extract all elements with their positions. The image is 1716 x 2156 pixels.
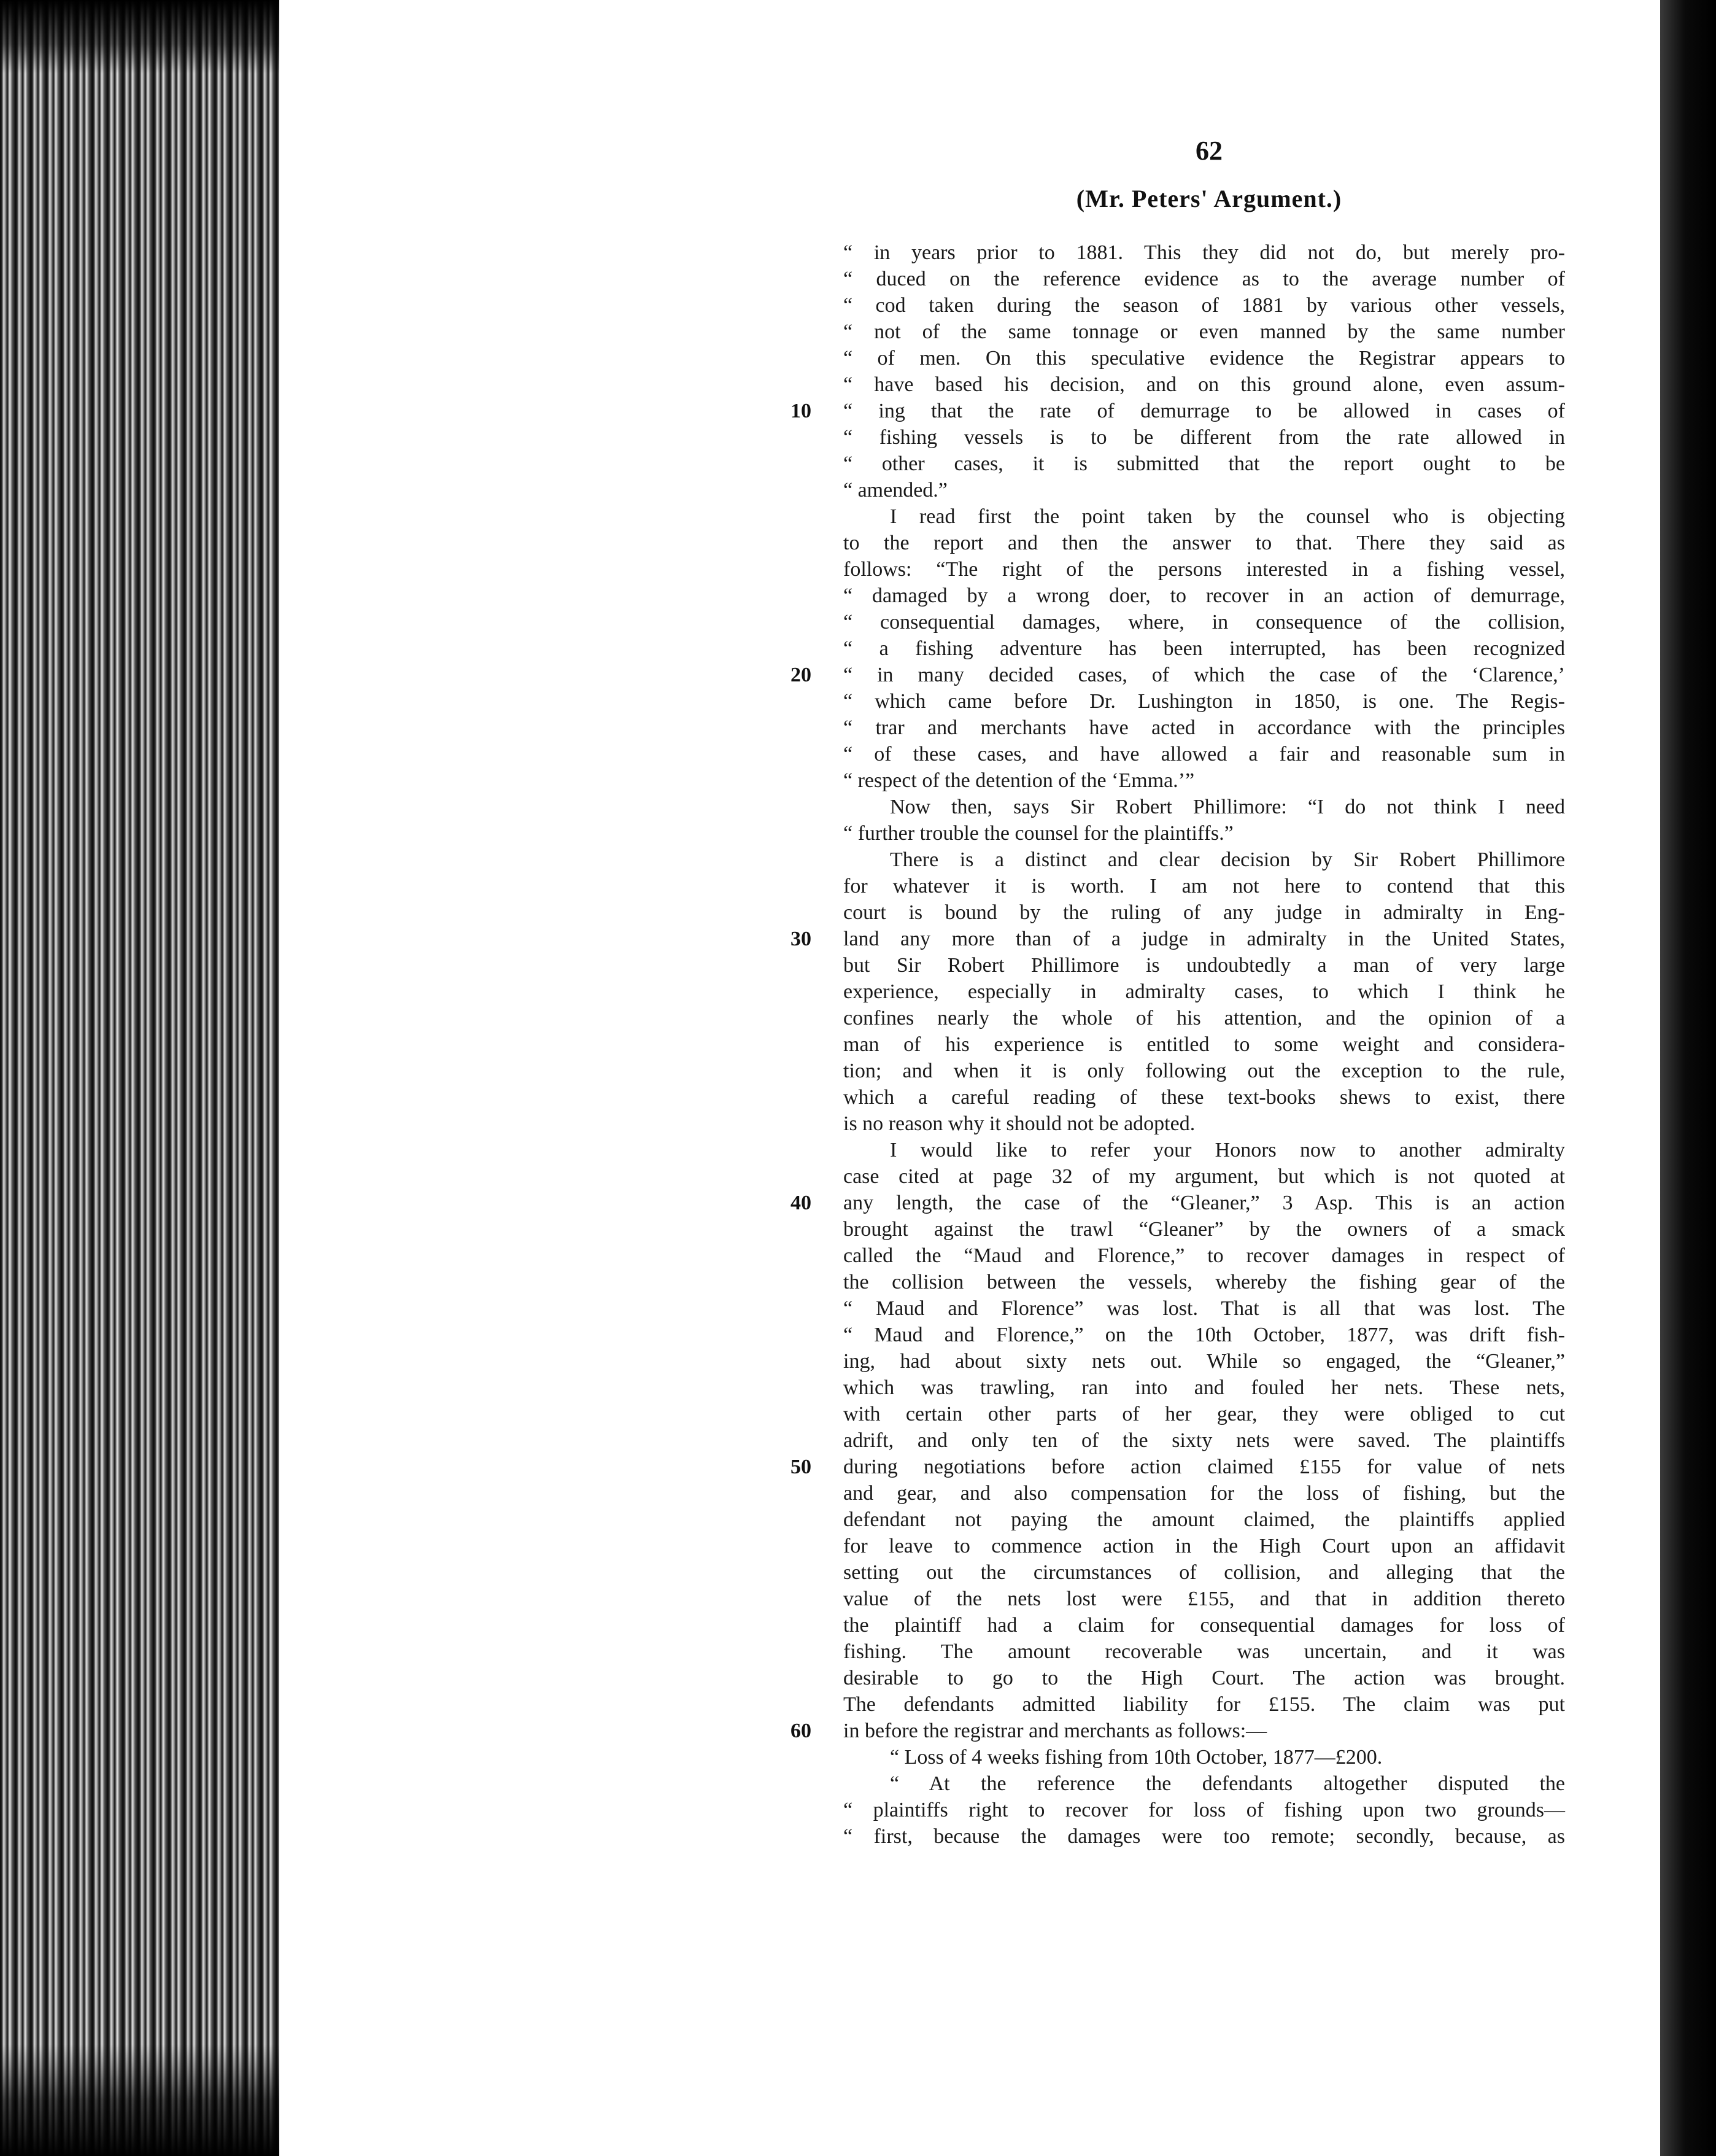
- line-number: 60: [790, 1720, 811, 1742]
- text-line: [843, 1322, 1565, 1348]
- line-text: for leave to commence action in the High Court upon an affidavit: [843, 1535, 1565, 1557]
- line-text: tion; and when it is only following out the exception to the rule,: [843, 1060, 1565, 1082]
- text-line: [843, 1427, 1565, 1454]
- line-text: I read first the point taken by the counsel who is objecting: [890, 505, 1565, 528]
- line-text: for whatever it is worth. I am not here to contend that this: [843, 875, 1565, 898]
- line-text: is no reason why it should not be adopted.: [843, 1112, 1196, 1135]
- text-line: [843, 1770, 1565, 1797]
- line-number: 20: [790, 664, 811, 686]
- line-text: “ consequential damages, where, in consequence of the collision,: [843, 611, 1565, 634]
- line-text: “ a fishing adventure has been interrupted, has been recognized: [843, 637, 1565, 660]
- text-line: [790, 1190, 1565, 1216]
- text-line: [843, 1533, 1565, 1559]
- text-line: [843, 1480, 1565, 1506]
- line-text: “ amended.”: [843, 479, 948, 502]
- text-line: [843, 1005, 1565, 1031]
- text-line: [843, 1295, 1565, 1322]
- line-text: setting out the circumstances of collision, and alleging that the: [843, 1561, 1565, 1584]
- line-text: which was trawling, ran into and fouled her nets. These nets,: [843, 1376, 1565, 1399]
- line-text: to the report and then the answer to that. There they said as: [843, 532, 1565, 554]
- body-text: [790, 239, 1565, 1850]
- text-line: [843, 899, 1565, 926]
- line-text: in before the registrar and merchants as follows:—: [843, 1720, 1267, 1742]
- text-line: [790, 1454, 1565, 1480]
- line-text: but Sir Robert Phillimore is undoubtedly a man of very large: [843, 954, 1565, 977]
- line-text: “ damaged by a wrong doer, to recover in an action of demurrage,: [843, 584, 1565, 607]
- line-text: “ which came before Dr. Lushington in 1850, is one. The Regis-: [843, 690, 1565, 713]
- text-line: [843, 741, 1565, 767]
- text-line: [843, 1375, 1565, 1401]
- line-text: with certain other parts of her gear, they were obliged to cut: [843, 1403, 1565, 1425]
- line-text: “ not of the same tonnage or even manned by the same number: [843, 320, 1565, 343]
- text-line: [843, 292, 1565, 319]
- line-text: “ trar and merchants have acted in accordance with the principles: [843, 716, 1565, 739]
- text-line: [843, 1137, 1565, 1163]
- line-number: 10: [790, 400, 811, 422]
- line-text: “ have based his decision, and on this ground alone, even assum-: [843, 373, 1565, 396]
- text-line: [843, 1348, 1565, 1375]
- text-line: [843, 688, 1565, 715]
- text-line: [843, 609, 1565, 635]
- text-line: [843, 1058, 1565, 1084]
- text-line: [790, 662, 1565, 688]
- line-text: “ ing that the rate of demurrage to be allowed in cases of: [843, 400, 1565, 422]
- line-text: “ Maud and Florence,” on the 10th October, 1877, was drift fish-: [843, 1324, 1565, 1346]
- line-text: “ other cases, it is submitted that the report ought to be: [843, 452, 1565, 475]
- line-text: “ in years prior to 1881. This they did not do, but merely pro-: [843, 241, 1565, 264]
- line-text: man of his experience is entitled to some weight and considera-: [843, 1033, 1565, 1056]
- line-text: follows: “The right of the persons interested in a fishing vessel,: [843, 558, 1565, 581]
- line-text: case cited at page 32 of my argument, but which is not quoted at: [843, 1165, 1565, 1188]
- line-text: “ of men. On this speculative evidence the Registrar appears to: [843, 347, 1565, 370]
- line-text: value of the nets lost were £155, and that in addition thereto: [843, 1588, 1565, 1610]
- scan-right-border: [1660, 0, 1716, 2156]
- scan-shadow-bottom: [0, 2044, 279, 2156]
- line-text: land any more than of a judge in admiralty in the United States,: [843, 928, 1565, 950]
- line-text: court is bound by the ruling of any judge in admiralty in Eng-: [843, 901, 1565, 924]
- page-number: 62: [1196, 136, 1223, 166]
- text-line: [790, 1718, 1565, 1744]
- line-text: “ fishing vessels is to be different from the rate allowed in: [843, 426, 1565, 449]
- line-text: Now then, says Sir Robert Phillimore: “I do not think I need: [890, 796, 1565, 818]
- text-line: [790, 398, 1565, 424]
- book-page-edges: [0, 0, 279, 2156]
- line-text: ing, had about sixty nets out. While so engaged, the “Gleaner,”: [843, 1350, 1565, 1373]
- text-line: [843, 530, 1565, 556]
- line-number: 50: [790, 1456, 811, 1478]
- line-text: the plaintiff had a claim for consequential damages for loss of: [843, 1614, 1565, 1637]
- line-text: “ further trouble the counsel for the plaintiffs.”: [843, 822, 1234, 845]
- line-text: the collision between the vessels, whereby the fishing gear of the: [843, 1271, 1565, 1293]
- line-text: any length, the case of the “Gleaner,” 3 Asp. This is an action: [843, 1192, 1565, 1214]
- line-text: which a careful reading of these text-books shews to exist, there: [843, 1086, 1565, 1109]
- scan-shadow-top: [0, 0, 279, 74]
- text-line: [843, 1031, 1565, 1058]
- text-line: [843, 820, 1565, 847]
- text-line: [843, 847, 1565, 873]
- text-line: [843, 1744, 1565, 1770]
- line-text: “ duced on the reference evidence as to the average number of: [843, 268, 1565, 290]
- line-text: “ respect of the detention of the ‘Emma.’”: [843, 769, 1195, 792]
- running-head: (Mr. Peters' Argument.): [1076, 185, 1342, 212]
- text-line: [790, 926, 1565, 952]
- text-line: [843, 556, 1565, 583]
- text-line: [843, 1559, 1565, 1586]
- text-line: [843, 873, 1565, 899]
- line-text: brought against the trawl “Gleaner” by the owners of a smack: [843, 1218, 1565, 1241]
- line-text: during negotiations before action claimed £155 for value of nets: [843, 1456, 1565, 1478]
- text-line: [843, 1401, 1565, 1427]
- text-line: [843, 371, 1565, 398]
- line-text: “ Maud and Florence” was lost. That is all that was lost. The: [843, 1297, 1565, 1320]
- text-line: [843, 1612, 1565, 1638]
- line-text: and gear, and also compensation for the loss of fishing, but the: [843, 1482, 1565, 1505]
- line-text: “ Loss of 4 weeks fishing from 10th October, 1877—£200.: [890, 1746, 1383, 1769]
- text-line: [843, 1823, 1565, 1850]
- text-line: [843, 477, 1565, 503]
- text-line: [843, 794, 1565, 820]
- text-line: [843, 635, 1565, 662]
- line-text: I would like to refer your Honors now to another admiralty: [890, 1139, 1565, 1161]
- text-line: [843, 1586, 1565, 1612]
- line-text: There is a distinct and clear decision by Sir Robert Phillimore: [890, 848, 1565, 871]
- line-text: “ At the reference the defendants altogether disputed the: [890, 1772, 1565, 1795]
- text-line: [843, 952, 1565, 979]
- text-line: [843, 319, 1565, 345]
- line-text: “ first, because the damages were too remote; secondly, because, as: [843, 1825, 1565, 1848]
- text-line: [843, 1797, 1565, 1823]
- line-text: confines nearly the whole of his attention, and the opinion of a: [843, 1007, 1565, 1030]
- line-text: adrift, and only ten of the sixty nets were saved. The plaintiffs: [843, 1429, 1565, 1452]
- line-text: fishing. The amount recoverable was uncertain, and it was: [843, 1640, 1565, 1663]
- text-line: [843, 1665, 1565, 1691]
- line-text: “ in many decided cases, of which the case of the ‘Clarence,’: [843, 664, 1565, 686]
- line-text: desirable to go to the High Court. The action was brought.: [843, 1667, 1565, 1689]
- text-line: [843, 1111, 1565, 1137]
- line-text: experience, especially in admiralty cases, to which I think he: [843, 980, 1565, 1003]
- line-text: “ cod taken during the season of 1881 by various other vessels,: [843, 294, 1565, 317]
- line-text: “ of these cases, and have allowed a fair and reasonable sum in: [843, 743, 1565, 766]
- text-line: [843, 424, 1565, 451]
- text-line: [843, 239, 1565, 266]
- text-line: [843, 715, 1565, 741]
- line-number: 40: [790, 1192, 811, 1214]
- text-line: [843, 979, 1565, 1005]
- line-text: called the “Maud and Florence,” to recover damages in respect of: [843, 1244, 1565, 1267]
- text-line: [843, 451, 1565, 477]
- text-line: [843, 345, 1565, 371]
- line-text: defendant not paying the amount claimed, the plaintiffs applied: [843, 1508, 1565, 1531]
- line-number: 30: [790, 928, 811, 950]
- text-line: [843, 1269, 1565, 1295]
- text-line: [843, 583, 1565, 609]
- line-text: “ plaintiffs right to recover for loss of fishing upon two grounds—: [843, 1799, 1565, 1821]
- text-line: [843, 1243, 1565, 1269]
- text-line: [843, 1506, 1565, 1533]
- text-line: [843, 1163, 1565, 1190]
- text-line: [843, 1638, 1565, 1665]
- text-line: [843, 1084, 1565, 1111]
- line-text: The defendants admitted liability for £155. The claim was put: [843, 1693, 1565, 1716]
- text-line: [843, 503, 1565, 530]
- text-line: [843, 1691, 1565, 1718]
- text-line: [843, 1216, 1565, 1243]
- text-line: [843, 767, 1565, 794]
- text-line: [843, 266, 1565, 292]
